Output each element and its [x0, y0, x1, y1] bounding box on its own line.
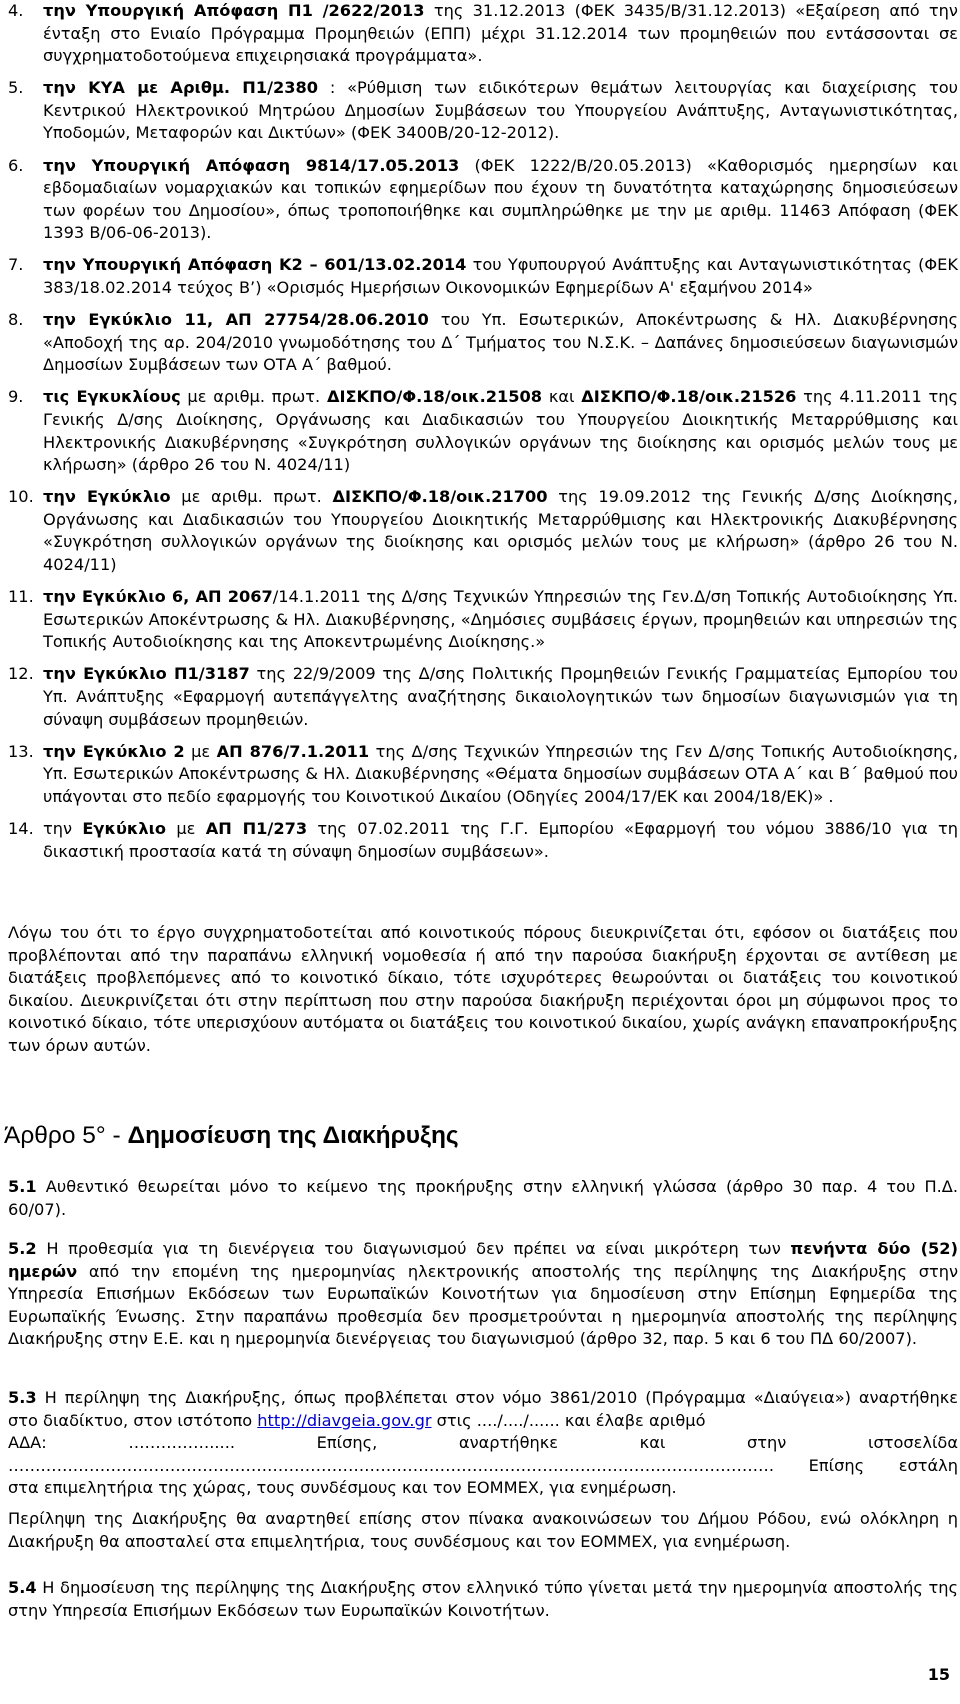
text-segment: της 31.12.2013 (ΦΕΚ 3435/Β/31.12.2013) «Εξαίρεση από την ένταξη στο Ενιαίο Πρόγραμμα Προμηθειών (ΕΠΠ) μέχρι 31.12.2014 των προμηθειών που εντάσσονται σε συγχρηματοδοτούμενα επιχειρησιακά προγράμματα». [43, 1, 958, 66]
section-5-3-para [8, 1387, 958, 1432]
section-5-1 [8, 1176, 958, 1221]
list-item [8, 309, 958, 377]
list-item-text [43, 386, 958, 476]
list-item-number: 8. [8, 310, 24, 330]
references-list [8, 0, 958, 863]
text-segment: με αριθμ. πρωτ. [180, 387, 327, 407]
list-spacer [8, 245, 958, 255]
bold-reference: Εγκύκλιο [82, 819, 167, 838]
section-5-3 [8, 1387, 958, 1500]
bold-reference: τις Εγκυκλίους [43, 387, 181, 407]
list-item-text [43, 663, 958, 731]
bold-reference: την Εγκύκλιο 2 [43, 741, 185, 761]
list-spacer [8, 477, 958, 487]
section-5-3-also-sent: Επίσης εστάλη [773, 1455, 958, 1475]
section-5-4-number: 5.4 [8, 1578, 37, 1597]
section-5-1-text: Αυθεντικό θεωρείται μόνο το κείμενο της προκήρυξης στην ελληνική γλώσσα (άρθρο 30 παρ. 4 του Π.Δ. 60/07). [8, 1177, 958, 1219]
list-item [8, 741, 958, 809]
list-spacer [8, 731, 958, 741]
list-item-number: 11. [8, 587, 34, 607]
list-item [8, 0, 958, 68]
bold-reference: την Εγκύκλιο Π1/3187 [43, 664, 250, 684]
section-5-2-bold: πενήντα δύο (52) ημερών [8, 1239, 958, 1281]
list-item-number: 7. [8, 255, 24, 275]
text-segment: με [184, 741, 217, 761]
bold-reference: ΔΙΣΚΠΟ/Φ.18/οικ.21508 [326, 387, 543, 407]
section-5-1-number: 5.1 [8, 1177, 37, 1196]
list-spacer [8, 577, 958, 587]
text-segment: της 22/9/2009 της Δ/σης Πολιτικής Προμηθειών Γενικής Γραμματείας Εμπορίου του Υπ. Ανάπτυξης «Εφαρμογή αυτεπάγγελτης αναζήτησης δικαιολογητικών των δημοσίων διαγωνισμών για τη σύναψη συμβάσεων προμηθειών. [43, 664, 958, 729]
list-item [8, 586, 958, 654]
list-item-number: 14. [8, 819, 34, 838]
list-item-text [43, 741, 958, 809]
article-prefix: Άρθρο 5° - [4, 1122, 128, 1149]
list-item-number: 12. [8, 664, 34, 684]
article-heading [4, 1122, 459, 1150]
text-segment: με [166, 819, 206, 838]
text-segment: την [43, 819, 83, 838]
bold-reference: την Εγκύκλιο 11, ΑΠ 27754/28.06.2010 [43, 310, 429, 330]
bold-reference: την Υπουργική Απόφαση Π1 /2622/2013 [43, 1, 425, 20]
list-spacer [8, 809, 958, 819]
section-5-4 [8, 1577, 958, 1622]
text-segment: /14.1.2011 της Δ/σης Τεχνικών Υπηρεσιών της Γεν.Δ/ση Τοπικής Αυτοδιοίκησης Υπ. Εσωτερικών Αποκέντρωσης & Ηλ. Διακυβέρνησης, «Δημόσιες συμβάσεις έργων, προμηθειών και υπηρεσιών της Τοπικής Αυτοδιοίκησης και της Αποκεντρωμένης Διοίκησης.» [43, 587, 958, 652]
section-5-3-text-b: στις ..../..../...... και έλαβε αριθμό [431, 1410, 706, 1430]
list-item [8, 155, 958, 245]
section-5-2-text-b: από την επομένη της ημερομηνίας ηλεκτρονικής αποστολής της περίληψης της Διακήρυξης στην Υπηρεσία Επισήμων Εκδόσεων των Ευρωπαϊκών Κοινοτήτων για δημοσίευση στην Επίσημη Εφημερίδα της Ευρωπαϊκής Ένωσης. Στην παραπάνω προθεσμία δεν προσμετρούνται η ημερομηνία αποστολής της περίληψης Διακήρυξης στην Ε.Ε. και η ημερομηνία διενέργειας του διαγωνισμού (άρθρο 32, παρ. 5 και 6 του ΠΔ 60/2007). [8, 1261, 958, 1349]
bold-reference: την Εγκύκλιο [43, 487, 171, 507]
section-5-3-last-line: στα επιμελητήρια της χώρας, τους συνδέσμους και τον ΕΟΜΜΕΧ, για ενημέρωση. [8, 1478, 677, 1498]
bold-reference: ΑΠ Π1/273 [205, 819, 308, 838]
bold-reference: την Υπουργική Απόφαση Κ2 – 601/13.02.2014 [43, 255, 467, 275]
list-item-text [43, 309, 958, 377]
section-5-3-dots-line [8, 1455, 958, 1478]
list-item-number: 6. [8, 155, 24, 175]
diavgeia-link[interactable]: http://diavgeia.gov.gr [257, 1410, 432, 1430]
text-segment: του Υπ. Εσωτερικών, Αποκέντρωσης & Ηλ. Διακυβέρνησης «Αποδοχή της αρ. 204/2010 γνωμοδότησης του Δ΄ Τμήματος του Ν.Σ.Κ. – Δαπάνες δημοσιεύσεων διαγωνισμών Δημοσίων Συμβάσεων των ΟΤΑ Α΄ βαθμού. [43, 310, 958, 375]
section-5-4-text: Η δημοσίευση της περίληψης της Διακήρυξης στον ελληνικό τύπο γίνεται μετά την ημερομηνία αποστολής της στην Υπηρεσία Επισήμων Εκδόσεων των Ευρωπαϊκών Κοινοτήτων. [8, 1578, 958, 1620]
section-5-2-text-a: Η προθεσμία για τη διενέργεια του διαγωνισμού δεν πρέπει να είναι μικρότερη των [36, 1239, 791, 1258]
list-item [8, 254, 958, 299]
list-spacer [8, 654, 958, 664]
text-segment: της Δ/σης Τεχνικών Υπηρεσιών της Γεν Δ/σης Τοπικής Αυτοδιοίκησης, Υπ. Εσωτερικών Αποκέντρωσης & Ηλ. Διακυβέρνησης «Θέματα δημοσίων συμβάσεων ΟΤΑ Α΄ και Β΄ βαθμού που υπάγονται στο πεδίο εφαρμογής του Κοινοτικού Δικαίου (Οδηγίες 2004/17/ΕΚ και 2004/18/ΕΚ)» . [43, 741, 959, 806]
section-5-3-dots: ……………………………………………………………………………………………………………………………. [8, 1455, 774, 1475]
section-5-3-number: 5.3 [8, 1388, 37, 1407]
list-item [8, 663, 958, 731]
list-spacer [8, 68, 958, 78]
list-item-text [43, 486, 958, 576]
section-5-2-number: 5.2 [8, 1239, 37, 1258]
list-item [8, 386, 958, 476]
list-item-text [43, 0, 958, 68]
text-segment: με αριθμ. πρωτ. [170, 487, 333, 507]
list-item-number: 9. [8, 387, 24, 407]
text-segment: του Υφυπουργού Ανάπτυξης και Ανταγωνιστικότητας (ΦΕΚ 383/18.02.2014 τεύχος Β’) «Ορισμός Ημερήσιων Οικονομικών Εφημερίδων Α' εξαμήνου 2014» [43, 255, 958, 298]
bold-reference: ΔΙΣΚΠΟ/Φ.18/οικ.21526 [581, 387, 797, 407]
list-item [8, 77, 958, 145]
bold-reference: την Εγκύκλιο 6, ΑΠ 2067 [43, 587, 273, 607]
text-segment: και [542, 387, 582, 407]
list-item [8, 486, 958, 576]
list-item-number: 10. [8, 487, 34, 507]
bold-reference: την Υπουργική Απόφαση 9814/17.05.2013 [43, 155, 460, 175]
list-item-number: 4. [8, 1, 24, 20]
page-number: 15 [927, 1665, 950, 1684]
list-spacer [8, 300, 958, 310]
bold-reference: ΑΠ 876/7.1.2011 [216, 741, 370, 761]
paragraph-summary: Περίληψη της Διακήρυξης θα αναρτηθεί επίσης στον πίνακα ανακοινώσεων του Δήμου Ρόδου, ενώ ολόκληρη η Διακήρυξη θα αποσταλεί στα επιμελητήρια, τους συνδέσμους και τον ΕΟΜΜΕΧ, για ενημέρωση. [8, 1509, 958, 1551]
text-segment: (ΦΕΚ 1222/Β/20.05.2013) «Καθορισμός ημερησίων και εβδομαδιαίων νομαρχιακών και τοπικών εφημερίδων που έχουν τη δυνατότητα καταχώρησης δημοσιεύσεων των φορέων του Δημοσίου», όπως τροποποιήθηκε και συμπληρώθηκε με την με αριθμ. 11463 Απόφαση (ΦΕΚ 1393 Β/06-06-2013). [43, 155, 958, 243]
list-spacer [8, 377, 958, 387]
section-5-3-text-a: Η περίληψη της Διακήρυξης, όπως προβλέπεται στον νόμο 3861/2010 (Πρόγραμμα «Διαύγεια») αναρτήθηκε στο διαδίκτυο, στον ιστότοπο [8, 1388, 958, 1430]
list-item-number: 5. [8, 78, 24, 98]
section-5-3-ada-line: ΑΔΑ: ……………..... Επίσης, αναρτήθηκε και στην ιστοσελίδα [8, 1433, 958, 1453]
list-spacer [8, 145, 958, 155]
text-segment: : «Ρύθμιση των ειδικότερων θεμάτων λειτουργίας και διαχείρισης του Κεντρικού Ηλεκτρονικού Μητρώου Δημοσίων Συμβάσεων του Υπουργείου Ανάπτυξης, Ανταγωνιστικότητας, Υποδομών, Μεταφορών και Δικτύων» (ΦΕΚ 3400Β/20-12-2012). [43, 78, 958, 143]
list-item-text [43, 155, 958, 245]
text-segment: της 19.09.2012 της Γενικής Δ/σης Διοίκησης, Οργάνωσης και Διαδικασιών του Υπουργείου Διοικητικής Μεταρρύθμισης και Ηλεκτρονικής Διακυβέρνησης «Συγκρότηση συλλογικών οργάνων της διοίκησης και ορισμός μελών τους με κλήρωση» (άρθρο 26 του Ν. 4024/11) [43, 487, 958, 575]
list-item-text [43, 818, 958, 863]
list-item-number: 13. [8, 741, 34, 761]
text-segment: της 4.11.2011 της Γενικής Δ/σης Διοίκησης, Οργάνωσης και Διαδικασιών του Υπουργείου Διοικητικής Μεταρρύθμισης και Ηλεκτρονικής Διακυβέρνησης «Συγκρότηση συλλογικών οργάνων της διοίκησης και ορισμός μελών τους με κλήρωση» (άρθρο 26 του Ν. 4024/11) [43, 387, 958, 475]
list-item-text [43, 254, 958, 299]
article-title: Δημοσίευση της Διακήρυξης [127, 1122, 459, 1149]
paragraph-eu-law: Λόγω του ότι το έργο συγχρηματοδοτείται από κοινοτικούς πόρους διευκρινίζεται ότι, εφόσον οι διατάξεις που προβλέπονται από την παραπάνω ελληνική νομοθεσία ή από την παρούσα διακήρυξη έρχονται σε αντίθεση με διατάξεις προβλεπόμενες από το κοινοτικό δίκαιο, τότε ισχυρότερες θεωρούνται οι διατάξεις του κοινοτικού δικαίου. Διευκρινίζεται ότι στην περίπτωση που στην παρούσα διακήρυξη περιέχονται όροι μη σύμφωνοι προς το κοινοτικό δίκαιο, τότε υπερισχύουν αυτόματα οι διατάξεις του κοινοτικού δικαίου, χωρίς ανάγκη επαναπροκήρυξης των όρων αυτών. [8, 923, 958, 1055]
list-item [8, 818, 958, 863]
section-5-2 [8, 1238, 958, 1351]
list-item-text [43, 77, 958, 145]
bold-reference: την ΚΥΑ με Αριθμ. Π1/2380 [43, 78, 319, 98]
bold-reference: ΔΙΣΚΠΟ/Φ.18/οικ.21700 [332, 487, 548, 507]
list-item-text [43, 586, 958, 654]
text-segment: της 07.02.2011 της Γ.Γ. Εμπορίου «Εφαρμογή του νόμου 3886/10 για τη δικαστική προστασία κατά τη σύναψη δημοσίων συμβάσεων». [43, 819, 958, 861]
